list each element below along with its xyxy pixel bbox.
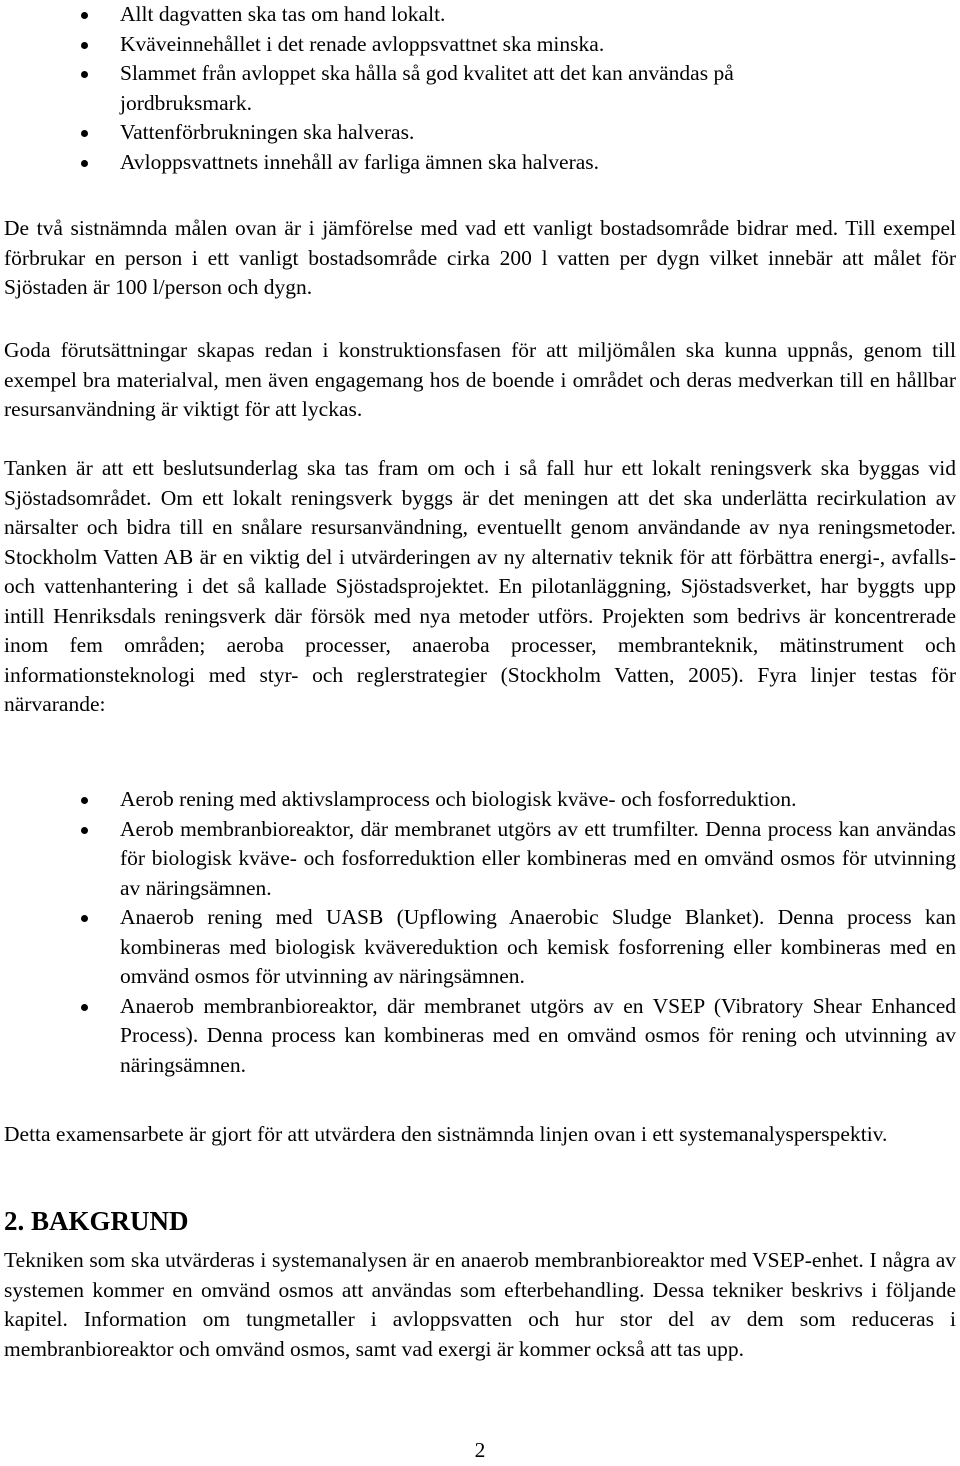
list-item: Kväveinnehållet i det renade avloppsvattnet ska minska.	[4, 30, 866, 60]
bullet-icon	[81, 1004, 88, 1011]
bullet-icon	[81, 42, 88, 49]
paragraph: Tanken är att ett beslutsunderlag ska tas fram om och i så fall hur ett lokalt reningsverk ska byggas vid Sjöstadsområdet. Om ett lokalt reningsverk byggs är det meningen att det ska underlätta recirkulation av närsalter och bidra till en snålare resursanvändning, eventuellt genom användande av nya reningsmetoder. Stockholm Vatten AB är en viktig del i utvärderingen av ny alternativ teknik för att förbättra energi-, avfalls- och vattenhantering i det så kallade Sjöstadsprojektet. En pilotanläggning, Sjöstadsverket, har byggts upp intill Henriksdals reningsverk där försök med nya metoder utförs. Projekten som bedrivs är koncentrerade inom fem områden; aeroba processer, anaeroba processer, membranteknik, mätinstrument och informationsteknologi med styr- och reglerstrategier (Stockholm Vatten, 2005). Fyra linjer testas för närvarande:	[4, 456, 956, 716]
page-number: 2	[474, 1438, 486, 1462]
bullet-icon	[81, 827, 88, 834]
list-item: Aerob membranbioreaktor, där membranet utgörs av ett trumfilter. Denna process kan användas för biologisk kväve- och fosforreduktion eller kombineras med en omvänd osmos för utvinning av näringsämnen.	[4, 815, 956, 904]
list-item: Vattenförbrukningen ska halveras.	[4, 118, 956, 148]
section-heading: 2. BAKGRUND	[4, 1206, 189, 1236]
list-item: Slammet från avloppet ska hålla så god kvalitet att det kan användas på jordbruksmark.	[4, 59, 866, 118]
bullet-icon	[81, 160, 88, 167]
bullet-icon	[81, 797, 88, 804]
list-item: Avloppsvattnets innehåll av farliga ämnen ska halveras.	[4, 148, 956, 178]
paragraph: Detta examensarbete är gjort för att utvärdera den sistnämnda linjen ovan i ett systemanalysperspektiv.	[4, 1122, 888, 1146]
list-item: Allt dagvatten ska tas om hand lokalt.	[4, 0, 956, 30]
list-item: Anaerob rening med UASB (Upflowing Anaerobic Sludge Blanket). Denna process kan kombineras med biologisk kvävereduktion och kemisk fosforrening eller kombineras med en omvänd osmos för utvinning av näringsämnen.	[4, 903, 956, 992]
list-item: Anaerob membranbioreaktor, där membranet utgörs av en VSEP (Vibratory Shear Enhanced Process). Denna process kan kombineras med en omvänd osmos för rening och utvinning av näringsämnen.	[4, 992, 956, 1081]
paragraph: Goda förutsättningar skapas redan i konstruktionsfasen för att miljömålen ska kunna uppnås, genom till exempel bra materialval, men även engagemang hos de boende i området och deras medverkan till en hållbar resursanvändning är viktigt för att lyckas.	[4, 338, 956, 421]
bullet-icon	[81, 71, 88, 78]
goals-list	[4, 0, 956, 177]
test-lines-list	[4, 785, 956, 1080]
paragraph: Tekniken som ska utvärderas i systemanalysen är en anaerob membranbioreaktor med VSEP-enhet. I några av systemen kommer en omvänd osmos att användas som efterbehandling. Dessa tekniker beskrivs i följande kapitel. Information om tungmetaller i avloppsvatten och hur stor del av dem som reduceras i membranbioreaktor och omvänd osmos, samt vad exergi är kommer också att tas upp.	[4, 1248, 956, 1361]
bullet-icon	[81, 12, 88, 19]
bullet-icon	[81, 130, 88, 137]
bullet-icon	[81, 915, 88, 922]
paragraph: De två sistnämnda målen ovan är i jämförelse med vad ett vanligt bostadsområde bidrar med. Till exempel förbrukar en person i ett vanligt bostadsområde cirka 200 l vatten per dygn vilket innebär att målet för Sjöstaden är 100 l/person och dygn.	[4, 216, 956, 299]
list-item: Aerob rening med aktivslamprocess och biologisk kväve- och fosforreduktion.	[4, 785, 956, 815]
